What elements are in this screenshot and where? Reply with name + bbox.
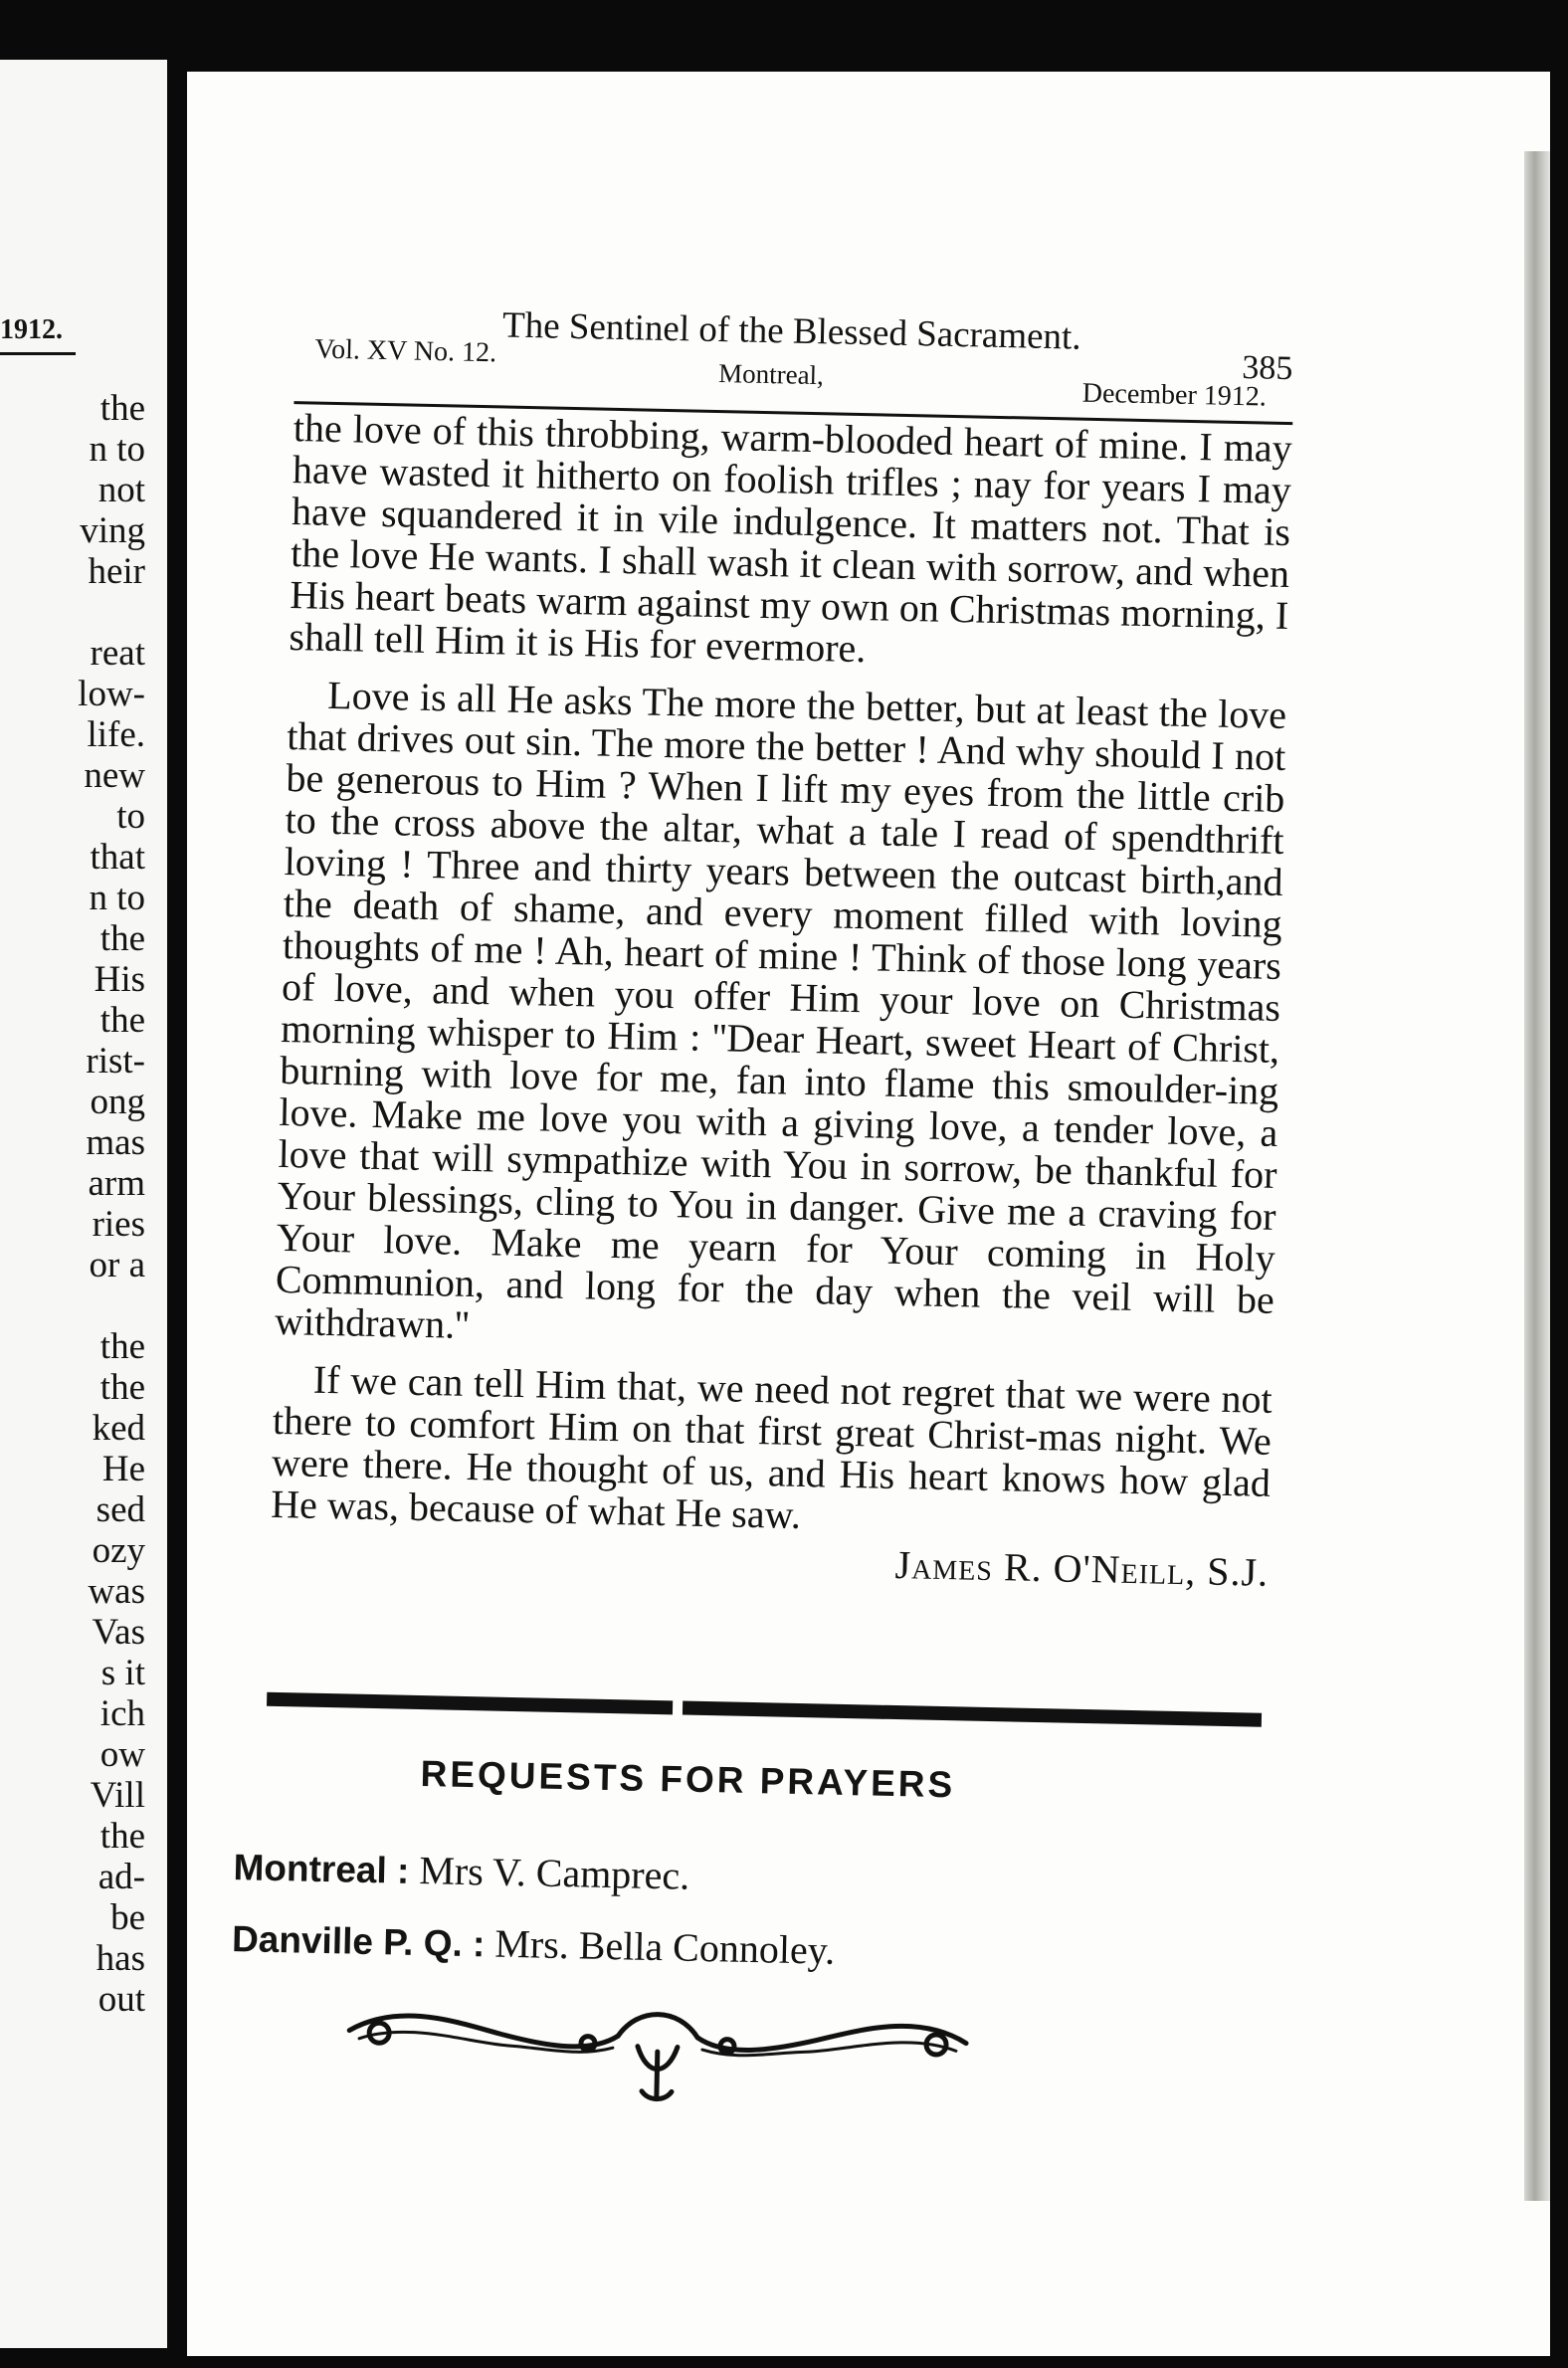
divider-segment: [267, 1692, 673, 1715]
previous-page-line: low-: [78, 674, 145, 714]
article-paragraph: Love is all He asks The more the better, but at least the love that drives out sin. The more the better ! And why should I not be generous to Him ? When I lift my eyes from the little crib to the cross above the altar, what a tale I read of spendthrift loving ! Three and thirty years between the outcast birth,and the death of shame, and every moment filled with loving thoughts of me ! Ah, heart of mine ! Think of those long years of love, and when you offer Him your love on Christmas morning whisper to Him : ''Dear Heart, sweet Heart of Christ, burning with love for me, fan into flame this smoulder-ing love. Make me love you with a giving love, a tender love, a love that will sympathize with You in sorrow, be thankful for Your blessings, cling to You in danger. Give me a craving for Your love. Make me yearn for Your coming in Holy Communion, and long for the day when the veil will be withdrawn.'': [274, 672, 1287, 1347]
previous-page-line: to: [116, 796, 145, 837]
previous-page-line: out: [98, 1979, 145, 2020]
previous-page-line: mas: [86, 1122, 145, 1163]
previous-page-line: the: [99, 1326, 145, 1367]
previous-page-line: Vill: [90, 1775, 145, 1816]
previous-page-line: the: [99, 388, 145, 429]
previous-page-line: heir: [88, 551, 145, 592]
previous-page-line: arm: [88, 1163, 145, 1204]
volume-number: Vol. XV No. 12.: [314, 333, 497, 369]
article-body: [270, 407, 1292, 1594]
previous-page-line: ow: [99, 1734, 145, 1775]
prayer-request: [233, 1843, 690, 1899]
previous-page-line: not: [98, 470, 145, 510]
previous-page-line: s it: [100, 1653, 145, 1693]
previous-page-line: that: [90, 837, 145, 878]
requests-heading: REQUESTS FOR PRAYERS: [420, 1753, 956, 1806]
previous-page-line: be: [110, 1897, 145, 1938]
previous-page-line: n to: [89, 429, 145, 470]
previous-page-line: ked: [92, 1408, 145, 1449]
section-divider: [267, 1692, 1262, 1727]
issue-date: December 1912.: [1081, 377, 1268, 413]
previous-page-line: the: [99, 1000, 145, 1041]
previous-page-line: was: [88, 1571, 145, 1612]
previous-page-line: n to: [89, 878, 145, 918]
previous-page-line: or a: [89, 1245, 145, 1285]
previous-page-line: new: [84, 755, 145, 796]
previous-page-line: ries: [92, 1204, 145, 1245]
previous-page-line: He: [101, 1449, 145, 1489]
divider-segment: [683, 1701, 1262, 1727]
author-signature: James R. O'Neill, S.J.: [894, 1541, 1270, 1595]
previous-page-line: the: [99, 1367, 145, 1408]
decorative-ornament: [338, 1990, 977, 2112]
previous-page-line: has: [96, 1938, 145, 1979]
previous-page-line: the: [99, 1816, 145, 1857]
previous-page-line: ozy: [92, 1530, 145, 1571]
previous-page-line: sed: [96, 1489, 145, 1530]
previous-page-line: rist-: [86, 1041, 145, 1082]
request-name: Mrs V. Camprec.: [418, 1848, 690, 1898]
previous-page-line: ong: [90, 1082, 145, 1122]
article-paragraph: If we can tell Him that, we need not regret that we were not there to comfort Him on that first great Christ-mas night. We were there. He thought of us, and His heart knows how glad He was, because of what He saw.: [270, 1356, 1274, 1537]
page-number: 385: [1242, 349, 1293, 388]
article-paragraph: the love of this throbbing, warm-blooded heart of mine. I may have wasted it hitherto on foolish trifles ; nay for years I may have squandered it in vile indulgence. It matters not. That is the love He wants. I shall wash it clean with sorrow, and when His heart beats warm against my own on Christmas morning, I shall tell Him it is His for evermore.: [289, 405, 1293, 672]
journal-title: The Sentinel of the Blessed Sacrament.: [501, 304, 1081, 358]
publication-city: Montreal,: [717, 358, 825, 391]
previous-page-line: reat: [90, 633, 145, 674]
previous-page-line: ich: [99, 1693, 145, 1734]
prayer-request: [232, 1914, 836, 1974]
request-place: Danville P. Q. :: [231, 1918, 486, 1965]
previous-page-line: the: [99, 918, 145, 959]
previous-page-header: 1912.: [0, 314, 63, 345]
previous-page-line: Vas: [92, 1612, 145, 1653]
previous-page-line: life.: [87, 714, 145, 755]
previous-page-line: His: [94, 959, 145, 1000]
request-name: Mrs. Bella Connoley.: [493, 1920, 836, 1973]
previous-page-line: ving: [80, 510, 145, 551]
request-place: Montreal :: [233, 1847, 410, 1891]
previous-page-line: ad-: [98, 1857, 145, 1897]
